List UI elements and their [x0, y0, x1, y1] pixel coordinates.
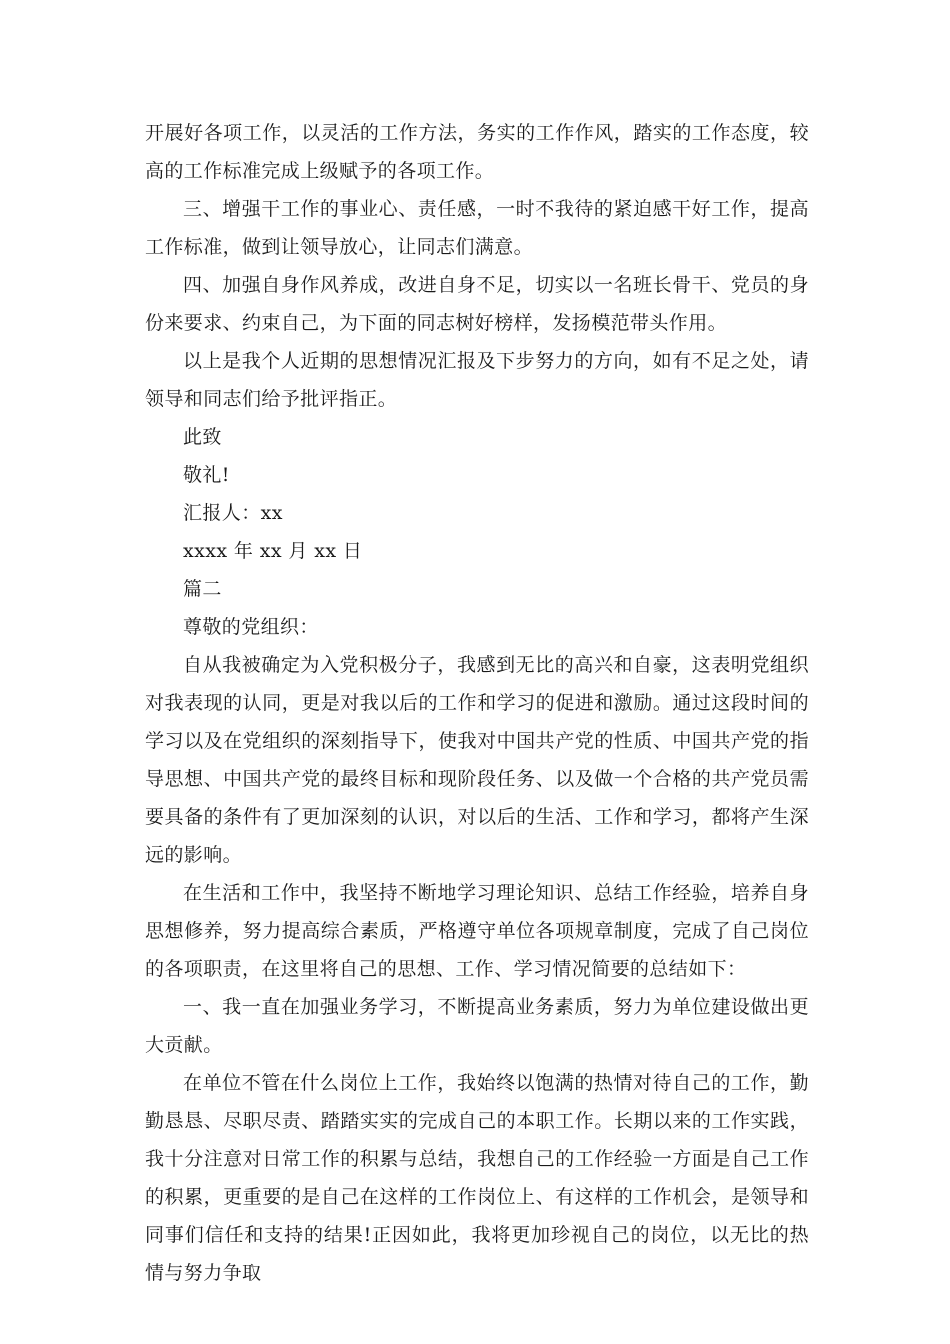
paragraph-intro: 自从我被确定为入党积极分子，我感到无比的高兴和自豪，这表明党组织对我表现的认同，更是对我以后的工作和学习的促进和激励。通过这段时间的学习以及在党组织的深刻指导下，使我对中国共产党的性质、中国共产党的指导思想、中国共产党的最终目标和现阶段任务、以及做一个合格的共产党员需要具备的条件有了更加深刻的认识，对以后的生活、工作和学习，都将产生深远的影响。 — [145, 654, 809, 866]
closing-salute: 此致 — [183, 426, 222, 448]
paragraph-point-four: 四、加强自身作风养成，改进自身不足，切实以一名班长骨干、党员的身份来要求、约束自己，为下面的同志树好榜样，发扬模范带头作用。 — [145, 274, 809, 334]
document-body — [145, 114, 809, 1292]
closing-regards: 敬礼! — [183, 464, 230, 486]
date-line: xxxx 年 xx 月 xx 日 — [183, 540, 363, 562]
greeting: 尊敬的党组织： — [183, 616, 319, 638]
reporter-line: 汇报人：xx — [183, 502, 283, 524]
paragraph-continuation: 开展好各项工作，以灵活的工作方法，务实的工作作风，踏实的工作态度，较高的工作标准完成上级赋予的各项工作。 — [145, 122, 809, 182]
paragraph-work: 在单位不管在什么岗位上工作，我始终以饱满的热情对待自己的工作，勤勤恳恳、尽职尽责、踏踏实实的完成自己的本职工作。长期以来的工作实践，我十分注意对日常工作的积累与总结，我想自己的工作经验一方面是自己工作的积累，更重要的是自己在这样的工作岗位上、有这样的工作机会，是领导和同事们信任和支持的结果!正因如此，我将更加珍视自己的岗位，以无比的热情与努力争取 — [145, 1072, 809, 1284]
paragraph-conclusion: 以上是我个人近期的思想情况汇报及下步努力的方向，如有不足之处，请领导和同志们给予批评指正。 — [145, 350, 809, 410]
paragraph-point-three: 三、增强干工作的事业心、责任感，一时不我待的紧迫感干好工作，提高工作标准，做到让领导放心，让同志们满意。 — [145, 198, 809, 258]
paragraph-point-one: 一、我一直在加强业务学习，不断提高业务素质，努力为单位建设做出更大贡献。 — [145, 996, 809, 1056]
section-title: 篇二 — [183, 578, 222, 600]
paragraph-summary: 在生活和工作中，我坚持不断地学习理论知识、总结工作经验，培养自身思想修养，努力提高综合素质，严格遵守单位各项规章制度，完成了自己岗位的各项职责，在这里将自己的思想、工作、学习情况简要的总结如下： — [145, 882, 809, 980]
